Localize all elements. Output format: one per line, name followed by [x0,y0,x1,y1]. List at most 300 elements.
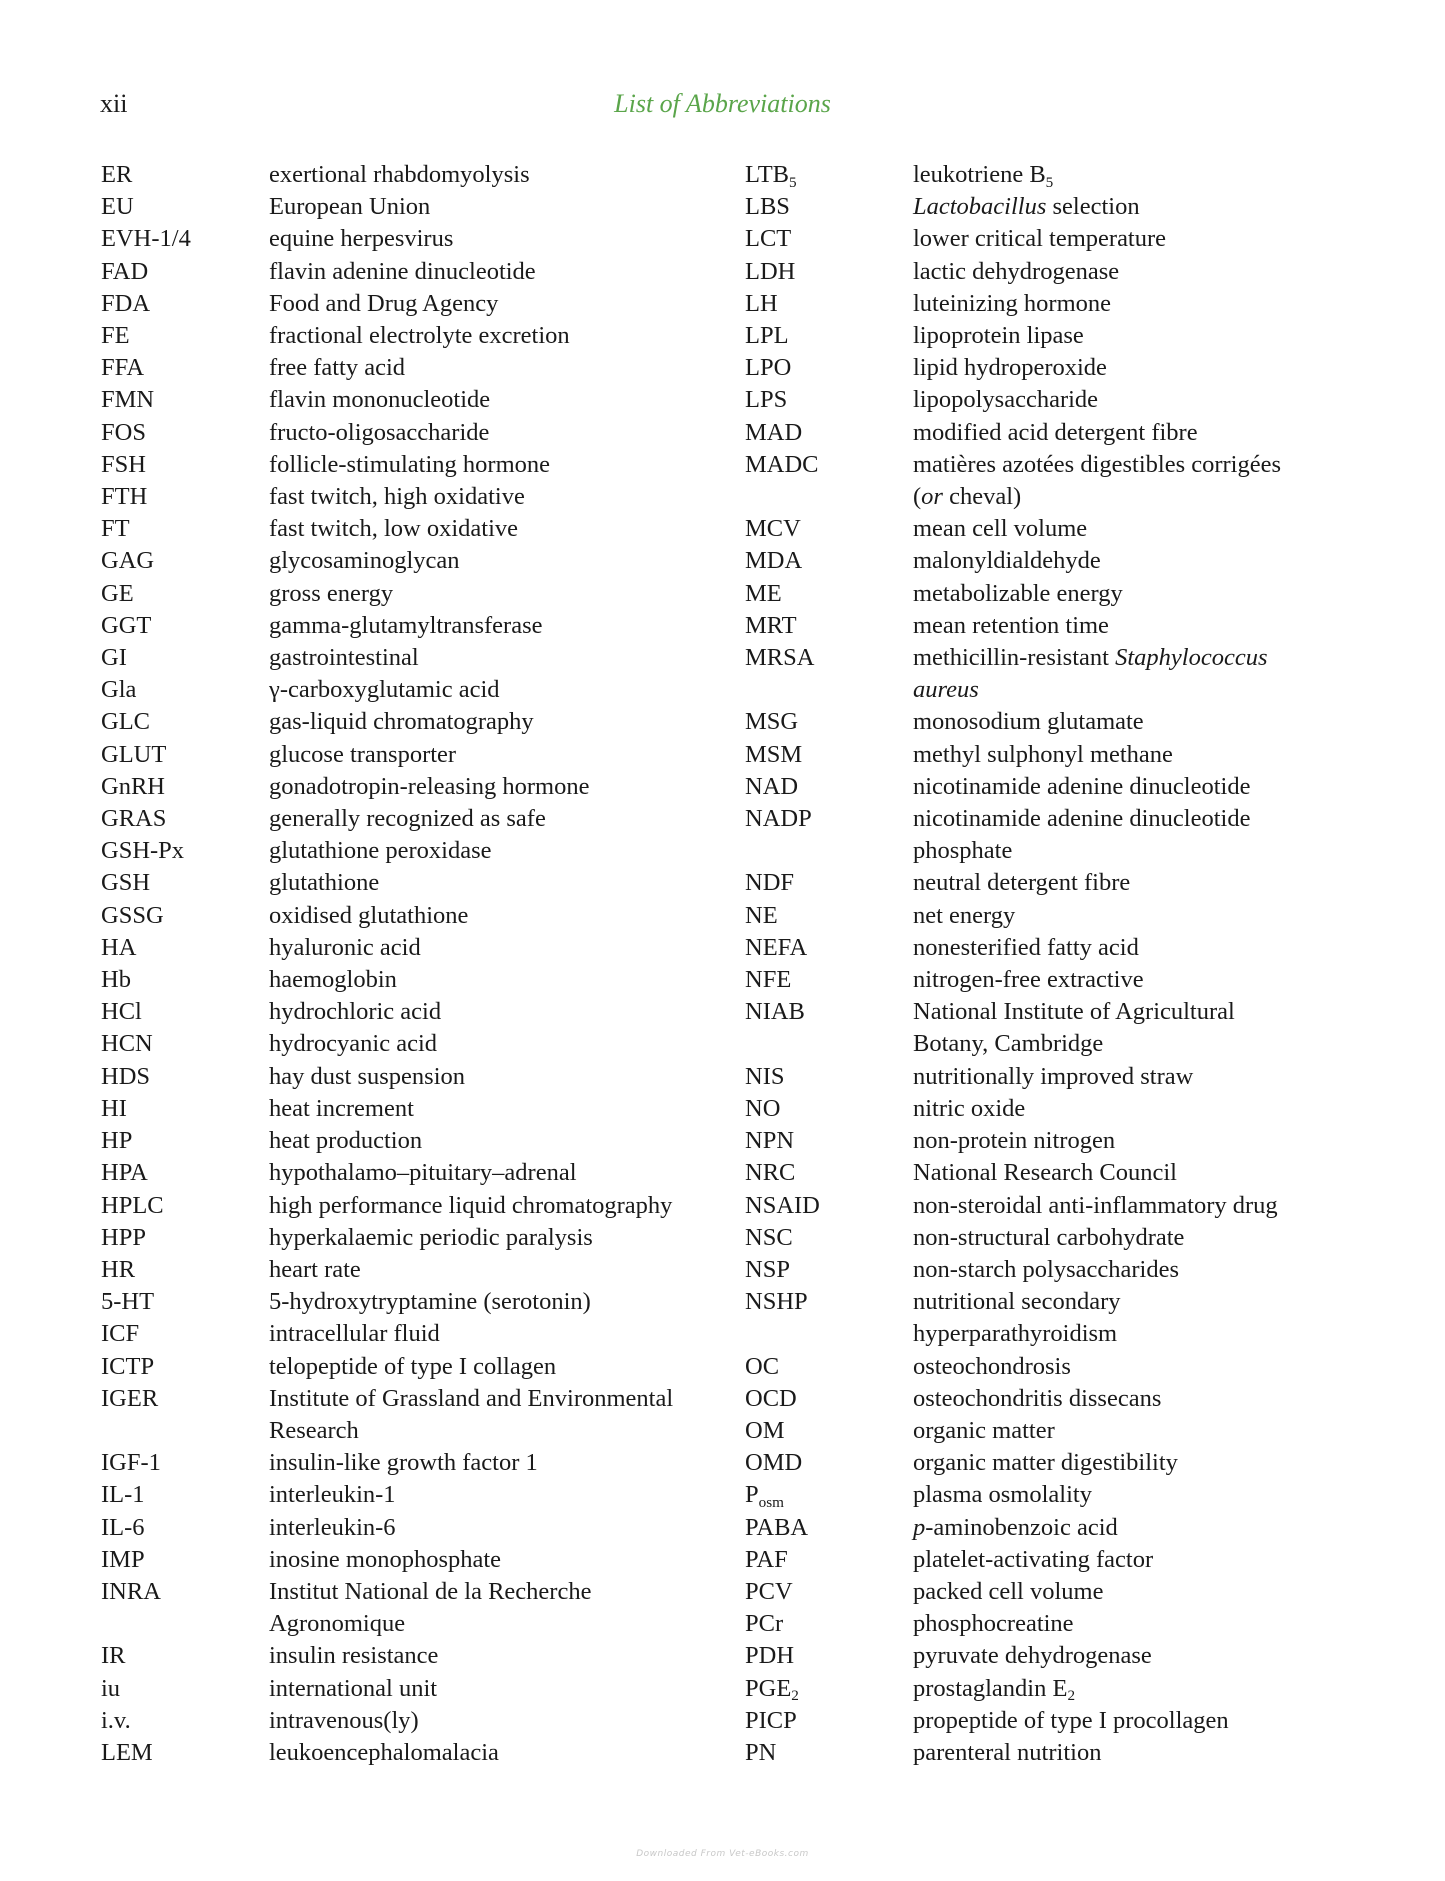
abbreviation-term: MCV [745,515,801,543]
abbreviation-term: OC [745,1352,780,1380]
definition-line: gastrointestinal [269,644,419,672]
abbreviation-definition [269,1190,749,1222]
abbreviation-definition [913,320,1393,352]
abbreviation-definition [269,803,749,835]
abbreviation-term: PN [745,1738,777,1766]
abbreviation-entry [745,610,1393,642]
abbreviation-definition [913,1705,1393,1737]
abbreviation-term: NSAID [745,1191,820,1219]
definition-line: organic matter [913,1416,1055,1444]
definition-subscript: 5 [1045,173,1054,191]
abbreviation-definition [913,803,1393,867]
abbreviation-definition [913,191,1393,223]
definition-line: hyperparathyroidism [913,1320,1118,1348]
abbreviation-term: PICP [745,1706,797,1734]
abbreviation-entry [745,417,1393,449]
abbreviation-definition [269,642,749,674]
definition-line: leukoencephalomalacia [269,1738,499,1766]
abbreviation-entry [101,1705,749,1737]
abbreviation-entry [101,1190,749,1222]
abbreviation-entry [745,867,1393,899]
abbreviation-entry [101,1640,749,1672]
definition-line: lipid hydroperoxide [913,354,1107,382]
abbreviation-entry [101,191,749,223]
abbreviation-term: PAF [745,1545,788,1573]
abbreviation-entry [745,1125,1393,1157]
abbreviation-entry [745,449,1393,513]
definition-line: flavin mononucleotide [269,386,491,414]
abbreviation-term: MDA [745,547,803,575]
abbreviation-definition [913,1576,1393,1608]
abbreviation-definition [913,159,1393,191]
definition-line: Institut National de la Recherche [269,1577,592,1605]
abbreviation-entry [745,1544,1393,1576]
abbreviation-entry [101,1028,749,1060]
definition-line: flavin adenine dinucleotide [269,257,536,285]
abbreviation-entry [101,1254,749,1286]
abbreviation-definition [913,739,1393,771]
definition-line: Lactobacillus selection [913,193,1140,221]
definition-line: lipopolysaccharide [913,386,1099,414]
abbreviation-entry [101,1512,749,1544]
abbreviation-entry [101,223,749,255]
abbreviation-definition [913,223,1393,255]
definition-line: packed cell volume [913,1577,1104,1605]
abbreviation-term: INRA [101,1577,161,1605]
abbreviation-definition [269,223,749,255]
definition-line: non-structural carbohydrate [913,1223,1185,1251]
abbreviation-entry [101,674,749,706]
definition-line: plasma osmolality [913,1481,1092,1509]
abbreviation-entry [101,1222,749,1254]
abbreviation-definition [913,1061,1393,1093]
abbreviation-definition [913,642,1393,706]
definition-line: lactic dehydrogenase [913,257,1120,285]
definition-line: γ-carboxyglutamic acid [269,676,500,704]
abbreviation-definition [269,1028,749,1060]
abbreviation-definition [269,352,749,384]
abbreviation-term: FMN [101,386,155,414]
abbreviation-term: FSH [101,450,146,478]
definition-line: Agronomique [269,1610,406,1638]
abbreviation-definition [913,1479,1393,1511]
definition-line: nutritional secondary [913,1288,1121,1316]
abbreviation-entry [745,771,1393,803]
abbreviation-definition [913,352,1393,384]
abbreviation-term: IGER [101,1384,159,1412]
abbreviation-definition [913,610,1393,642]
definition-line: neutral detergent fibre [913,869,1131,897]
abbreviation-term: GGT [101,611,152,639]
abbreviation-entry [101,835,749,867]
definition-line: nutritionally improved straw [913,1062,1194,1090]
abbreviation-entry [101,1737,749,1769]
abbreviation-term: NADP [745,805,812,833]
abbreviation-column-right [745,159,1393,1769]
definition-line: glycosaminoglycan [269,547,460,575]
abbreviation-entry [101,417,749,449]
abbreviation-term: NE [745,901,778,929]
abbreviation-entry [101,1447,749,1479]
abbreviation-entry [745,1447,1393,1479]
definition-line [913,674,1393,706]
definition-line: heat increment [269,1094,414,1122]
italic-term: or [921,483,943,511]
abbreviation-entry [745,1512,1393,1544]
definition-line: lipoprotein lipase [913,322,1084,350]
abbreviation-definition [269,1286,749,1318]
abbreviation-term: ER [101,161,133,188]
definition-line: equine herpesvirus [269,225,454,253]
definition-line: mean cell volume [913,515,1088,543]
abbreviation-entry [745,1640,1393,1672]
definition-line: telopeptide of type I collagen [269,1352,557,1380]
definition-line: glucose transporter [269,740,457,768]
abbreviation-term: PABA [745,1513,809,1541]
abbreviation-term: HCl [101,998,142,1026]
definition-subscript: 2 [1067,1687,1076,1705]
abbreviation-definition [913,964,1393,996]
abbreviation-definition [269,900,749,932]
abbreviation-term: MSG [745,708,799,736]
abbreviation-column-left [101,159,749,1769]
abbreviation-definition [913,1383,1393,1415]
running-title: List of Abbreviations [614,89,831,118]
definition-line: hyaluronic acid [269,933,421,961]
abbreviation-entry [745,352,1393,384]
abbreviation-definition [913,578,1393,610]
abbreviation-entry [101,1351,749,1383]
abbreviation-entry [745,191,1393,223]
abbreviation-definition [913,1222,1393,1254]
abbreviation-definition [269,545,749,577]
abbreviation-term: MADC [745,450,819,478]
abbreviation-definition [269,1093,749,1125]
abbreviation-entry [745,803,1393,867]
abbreviation-term: EU [101,193,134,221]
abbreviation-entry [101,706,749,738]
definition-line: insulin resistance [269,1642,439,1670]
abbreviation-term: NFE [745,966,792,994]
definition-line: methicillin-resistant Staphylococcus [913,644,1268,672]
abbreviation-definition [269,159,749,191]
abbreviation-definition [269,1512,749,1544]
abbreviation-term: NRC [745,1159,796,1187]
abbreviation-definition [269,1479,749,1511]
abbreviation-entry [101,1544,749,1576]
abbreviation-definition [269,1544,749,1576]
definition-line: insulin-like growth factor 1 [269,1449,538,1477]
abbreviation-definition [269,578,749,610]
abbreviation-term: IR [101,1642,126,1670]
abbreviation-term: FTH [101,483,148,511]
abbreviation-definition [913,545,1393,577]
abbreviation-entry [101,578,749,610]
abbreviation-entry [101,1061,749,1093]
abbreviation-entry [745,642,1393,706]
definition-line: hydrocyanic acid [269,1030,438,1058]
abbreviation-definition [913,449,1393,513]
abbreviation-definition [269,706,749,738]
abbreviation-definition [269,1318,749,1350]
abbreviation-term: ICTP [101,1352,155,1380]
definition-line: modified acid detergent fibre [913,418,1198,446]
definition-line: intravenous(ly) [269,1706,419,1734]
definition-line: haemoglobin [269,966,397,994]
definition-line: oxidised glutathione [269,901,469,929]
definition-line: nitric oxide [913,1094,1026,1122]
abbreviation-definition [913,1125,1393,1157]
abbreviation-term: LCT [745,225,792,253]
abbreviation-term: OM [745,1416,785,1444]
abbreviation-term: i.v. [101,1706,131,1734]
abbreviation-term: GnRH [101,772,165,800]
abbreviation-definition [269,1447,749,1479]
abbreviation-definition [269,1061,749,1093]
abbreviation-term: $PGE_2$ [745,1674,799,1705]
abbreviation-term: EVH-1/4 [101,225,191,253]
abbreviation-term: OCD [745,1384,797,1412]
abbreviation-entry [101,159,749,191]
abbreviation-subscript: 5 [789,173,797,191]
definition-line: high performance liquid chromatography [269,1191,673,1219]
abbreviation-entry [101,1576,749,1640]
definition-line: fast twitch, high oxidative [269,483,525,511]
definition-line: glutathione peroxidase [269,837,492,865]
definition-line: glutathione [269,869,380,897]
abbreviation-entry [101,1093,749,1125]
abbreviation-definition [269,674,749,706]
definition-line: heat production [269,1127,423,1155]
abbreviation-term: HA [101,933,137,961]
abbreviation-term: HPP [101,1223,146,1251]
abbreviation-definition [913,288,1393,320]
abbreviation-definition [269,449,749,481]
abbreviation-entry [101,1125,749,1157]
abbreviation-definition [269,481,749,513]
italic-term: p [913,1513,926,1541]
abbreviation-term: IL-1 [101,1481,145,1509]
abbreviation-term: iu [101,1674,121,1702]
abbreviation-entry [101,513,749,545]
abbreviation-term: FDA [101,289,151,317]
definition-line: osteochondrosis [913,1352,1071,1380]
definition-line: nitrogen-free extractive [913,966,1144,994]
abbreviation-definition [913,1673,1393,1705]
abbreviation-term: OMD [745,1449,803,1477]
abbreviation-definition [269,1222,749,1254]
definition-line: Food and Drug Agency [269,289,499,317]
abbreviation-definition [913,1286,1393,1350]
definition-line: matières azotées digestibles corrigées [913,450,1282,478]
abbreviation-entry [101,867,749,899]
definition-line: parenteral nutrition [913,1738,1102,1766]
abbreviation-term: NSC [745,1223,793,1251]
abbreviation-definition [913,256,1393,288]
abbreviation-entry [101,1479,749,1511]
abbreviation-entry [101,1286,749,1318]
abbreviation-definition [913,384,1393,416]
abbreviation-entry [101,964,749,996]
abbreviation-entry [745,1576,1393,1608]
abbreviation-term: HPLC [101,1191,164,1219]
abbreviation-term: GRAS [101,805,167,833]
abbreviation-definition [269,1254,749,1286]
definition-line: Botany, Cambridge [913,1030,1104,1058]
definition-line: free fatty acid [269,354,406,382]
abbreviation-entry [745,1157,1393,1189]
definition-line: gamma-glutamyltransferase [269,611,543,639]
abbreviation-term: HP [101,1127,133,1155]
abbreviation-entry [101,256,749,288]
abbreviation-term: LBS [745,193,790,221]
abbreviation-definition [269,739,749,771]
abbreviation-definition [269,1125,749,1157]
abbreviation-entry [745,932,1393,964]
abbreviation-term: ME [745,579,782,607]
definition-line: hydrochloric acid [269,998,442,1026]
abbreviation-term: LPO [745,354,792,382]
abbreviation-definition [269,932,749,964]
abbreviation-entry [101,1383,749,1447]
abbreviation-term: GSH [101,869,151,897]
definition-line: nicotinamide adenine dinucleotide [913,772,1251,800]
abbreviation-term: Gla [101,676,137,704]
abbreviation-entry [101,900,749,932]
definition-line: platelet-activating factor [913,1545,1154,1573]
abbreviation-entry [745,964,1393,996]
abbreviation-entry [745,1254,1393,1286]
definition-line: phosphocreatine [913,1610,1074,1638]
abbreviation-definition [269,384,749,416]
abbreviation-term: NIS [745,1062,785,1090]
abbreviation-definition [913,1544,1393,1576]
abbreviation-term: LH [745,289,778,317]
download-watermark: Downloaded From Vet-eBooks.com [636,1849,809,1859]
definition-line: generally recognized as safe [269,805,546,833]
abbreviation-definition [913,513,1393,545]
abbreviation-entry [101,642,749,674]
abbreviation-term: IGF-1 [101,1449,161,1477]
abbreviation-definition [913,996,1393,1060]
abbreviation-entry [101,1157,749,1189]
abbreviation-entry [101,545,749,577]
abbreviation-term: FE [101,322,130,350]
abbreviation-definition [269,417,749,449]
abbreviation-entry [101,610,749,642]
abbreviation-term: LEM [101,1738,153,1766]
abbreviation-term: HR [101,1255,136,1283]
abbreviation-term: NSHP [745,1288,808,1316]
definition-line: hay dust suspension [269,1062,465,1090]
definition-line: organic matter digestibility [913,1449,1178,1477]
abbreviation-definition [913,417,1393,449]
definition-line: methyl sulphonyl methane [913,740,1173,768]
definition-line: gonadotropin-releasing hormone [269,772,590,800]
definition-line: international unit [269,1674,438,1702]
definition-line: interleukin-1 [269,1481,396,1509]
definition-line: follicle-stimulating hormone [269,450,551,478]
abbreviation-entry [745,545,1393,577]
abbreviation-definition [913,1254,1393,1286]
abbreviation-entry [745,1415,1393,1447]
abbreviation-entry [745,384,1393,416]
definition-line: heart rate [269,1255,361,1283]
abbreviation-entry [745,1351,1393,1383]
abbreviation-entry [101,771,749,803]
abbreviation-term: LPL [745,322,789,350]
abbreviation-term: FOS [101,418,146,446]
definition-line: osteochondritis dissecans [913,1384,1162,1412]
abbreviation-entry [101,739,749,771]
abbreviation-definition [913,1640,1393,1672]
definition-line: hypothalamo–pituitary–adrenal [269,1159,577,1187]
abbreviation-term: HI [101,1094,127,1122]
abbreviation-definition [269,1737,749,1769]
abbreviation-entry [745,223,1393,255]
abbreviation-term: HPA [101,1159,148,1187]
abbreviation-entry [745,1286,1393,1350]
abbreviation-entry [745,1608,1393,1640]
abbreviation-entry [745,1383,1393,1415]
definition-line: malonyldialdehyde [913,547,1101,575]
abbreviation-definition [913,1190,1393,1222]
definition-line: gas-liquid chromatography [269,708,534,736]
abbreviation-term: NIAB [745,998,805,1026]
definition-line: metabolizable energy [913,579,1123,607]
abbreviation-definition [913,706,1393,738]
definition-line: nicotinamide adenine dinucleotide [913,805,1251,833]
definition-line: lower critical temperature [913,225,1167,253]
abbreviation-entry [745,1222,1393,1254]
abbreviation-entry [101,1318,749,1350]
abbreviation-definition [913,1608,1393,1640]
abbreviation-term: NEFA [745,933,808,961]
definition-line: inosine monophosphate [269,1545,502,1573]
abbreviation-definition [913,771,1393,803]
definition-line: National Research Council [913,1159,1177,1187]
abbreviation-entry [745,1093,1393,1125]
definition-line: p-aminobenzoic acid [913,1513,1118,1541]
abbreviation-term: HDS [101,1062,151,1090]
abbreviation-entry [101,320,749,352]
abbreviation-entry [101,449,749,481]
abbreviation-term: FFA [101,354,145,382]
abbreviation-term: IMP [101,1545,145,1573]
definition-line: interleukin-6 [269,1513,396,1541]
abbreviation-definition [913,1447,1393,1479]
abbreviation-definition [269,1383,749,1447]
abbreviation-entry [745,1705,1393,1737]
abbreviation-term: GAG [101,547,155,575]
abbreviation-definition [913,1737,1393,1769]
abbreviation-definition [269,867,749,899]
abbreviation-entry [745,996,1393,1060]
abbreviation-definition [913,1415,1393,1447]
abbreviation-definition [269,1673,749,1705]
abbreviation-definition [269,1351,749,1383]
definition-line: pyruvate dehydrogenase [913,1642,1152,1670]
definition-line: fast twitch, low oxidative [269,515,519,543]
abbreviation-term: PCV [745,1577,793,1605]
abbreviation-entry [745,513,1393,545]
abbreviation-entry [101,932,749,964]
abbreviation-definition [269,1576,749,1640]
abbreviation-term: GLC [101,708,150,736]
abbreviation-definition [269,320,749,352]
abbreviation-entry [745,706,1393,738]
definition-line: Research [269,1416,359,1444]
